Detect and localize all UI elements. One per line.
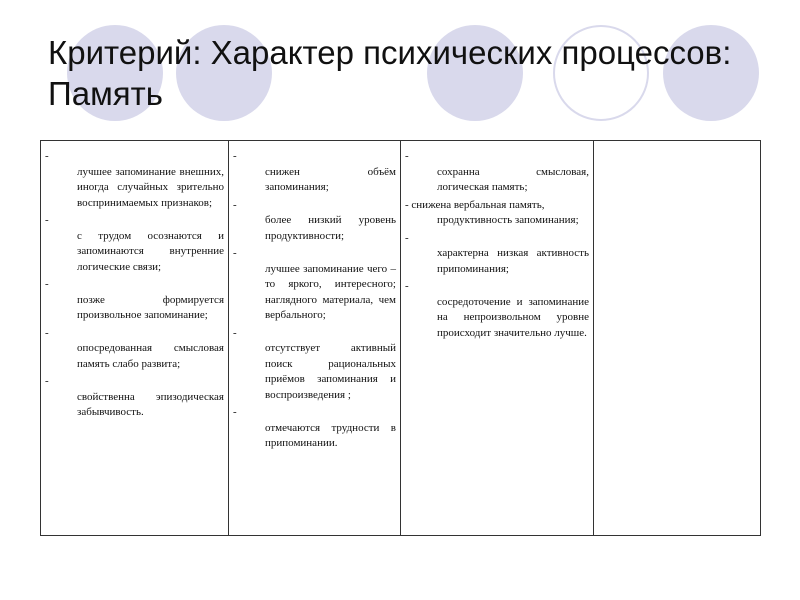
bullet-dash: -	[233, 326, 237, 339]
list-item-text: продуктивность запоминания;	[437, 214, 579, 226]
bullet-dash: -	[233, 150, 237, 162]
list-item-text: с трудом осознаются и запоминаются внутренние логические связи;	[77, 229, 224, 273]
list-item	[45, 213, 224, 275]
list-item-text: отсутствует активный поиск рациональных приёмов запоминания и воспроизведения ;	[265, 342, 396, 401]
bullet-dash: -	[405, 231, 409, 244]
list-item-text: характерна низкая активность припоминания;	[437, 247, 589, 275]
bullet-dash: -	[45, 278, 49, 290]
bullet-dash: -	[405, 280, 409, 292]
list-item	[45, 326, 224, 373]
bullet-dash: -	[233, 406, 237, 418]
table-column-1	[41, 141, 229, 535]
list-item-text: сосредоточение и запоминание на непроизвольном уровне происходит значительно лучше.	[437, 295, 589, 339]
list-item	[233, 326, 396, 404]
list-item-text: лучшее запоминание чего – то яркого, интересного; наглядного материала, чем вербального;	[265, 262, 396, 321]
list-item	[405, 198, 589, 229]
bullet-dash: -	[45, 326, 49, 339]
list-item	[233, 149, 396, 196]
list-item-text: отмечаются трудности в припоминании.	[265, 421, 396, 449]
list-item	[233, 198, 396, 245]
list-item-text: более низкий уровень продуктивности;	[265, 214, 396, 242]
list-item-text: сохранна смысловая, логическая память;	[437, 165, 589, 193]
list-item-lead: - снижена вербальная память,	[405, 198, 545, 211]
table-column-2	[229, 141, 401, 535]
bullet-dash: -	[405, 150, 409, 162]
bullet-dash: -	[45, 150, 49, 162]
list-item	[405, 279, 589, 341]
list-item	[45, 149, 224, 211]
list-item-text: опосредованная смысловая память слабо развита;	[77, 342, 224, 370]
list-item	[45, 374, 224, 421]
list-item-text: лучшее запоминание внешних, иногда случайных зрительно воспринимаемых признаков;	[77, 165, 224, 209]
list-item-text: позже формируется произвольное запоминание;	[77, 293, 224, 321]
list-item-text: свойственна эпизодическая забывчивость.	[77, 390, 224, 418]
bullet-dash: -	[45, 375, 49, 387]
list-item-text: снижен объём запоминания;	[265, 165, 396, 193]
bullet-dash: -	[233, 247, 237, 259]
comparison-table	[40, 140, 761, 536]
bullet-dash: -	[233, 198, 237, 211]
list-item	[405, 231, 589, 278]
list-item	[405, 149, 589, 196]
list-item	[233, 405, 396, 452]
table-column-3	[401, 141, 594, 535]
list-item	[233, 246, 396, 324]
table-column-4	[594, 141, 760, 535]
list-item	[45, 277, 224, 324]
slide-title: Критерий: Характер психических процессов: Память	[48, 34, 732, 112]
bullet-dash: -	[45, 214, 49, 226]
